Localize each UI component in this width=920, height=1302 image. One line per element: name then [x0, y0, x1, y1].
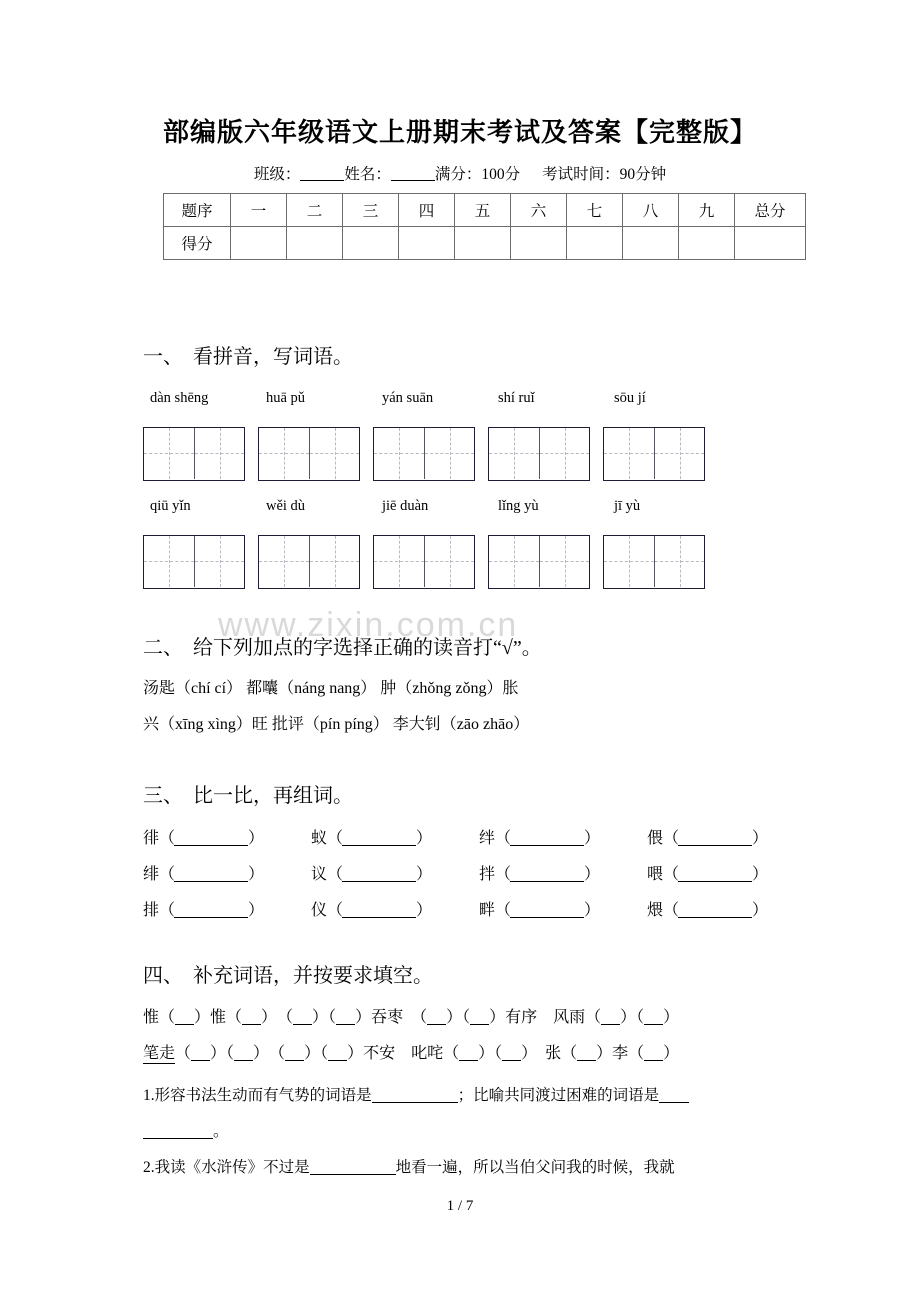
pinyin-2-2: wěi dù	[266, 498, 306, 514]
tianzige-cell[interactable]	[604, 428, 654, 479]
idiom-part: ） （	[261, 1009, 294, 1026]
word-build-blank[interactable]	[342, 881, 416, 882]
time-label: 考试时间：	[542, 166, 620, 183]
idiom-part: ）（	[312, 1009, 337, 1026]
idiom-blank[interactable]	[328, 1060, 347, 1061]
word-build-row-3	[143, 897, 815, 920]
idiom-part: ）不安 叱咤（	[347, 1045, 460, 1062]
idiom-blank[interactable]	[577, 1060, 596, 1061]
score-table-row-label-1: 得分	[164, 227, 231, 260]
tianzige-cell[interactable]	[194, 428, 244, 479]
score-cell-3[interactable]	[399, 227, 455, 260]
idiom-line-1	[143, 1004, 679, 1027]
word-build-item: 偎（ ）	[647, 830, 768, 847]
page-footer: 1 / 7	[446, 1198, 474, 1214]
idiom-blank[interactable]	[601, 1024, 620, 1025]
idiom-part: ）（	[304, 1045, 329, 1062]
idiom-part: ）（	[478, 1045, 503, 1062]
question-2-blank-a[interactable]	[310, 1174, 396, 1175]
tianzige-cell[interactable]	[144, 428, 194, 479]
section-1-index: 一、	[143, 346, 183, 368]
word-build-char: 仪	[311, 902, 328, 919]
tianzige-cell[interactable]	[194, 536, 244, 587]
pinyin-2-1: qiū yǐn	[150, 498, 191, 514]
score-cell-4[interactable]	[455, 227, 511, 260]
question-1-number: 1.	[143, 1087, 155, 1104]
idiom-blank[interactable]	[459, 1060, 478, 1061]
question-2-number: 2.	[143, 1159, 155, 1176]
idiom-underlined-word: 笔走	[143, 1045, 176, 1062]
score-table-col-total: 总分	[735, 194, 806, 227]
tianzige-group-1-1[interactable]	[143, 427, 245, 481]
word-build-char: 偎	[647, 830, 664, 847]
question-1-text-a: 形容书法生动而有气势的词语是	[154, 1087, 372, 1104]
score-cell-5[interactable]	[511, 227, 567, 260]
word-build-blank[interactable]	[678, 917, 752, 918]
score-table-col-6: 七	[567, 194, 623, 227]
word-build-blank[interactable]	[510, 845, 584, 846]
word-build-blank[interactable]	[174, 881, 248, 882]
word-build-item: 喂（ ）	[647, 866, 768, 883]
writing-grid-row-1	[143, 427, 718, 483]
idiom-part: ）（	[620, 1009, 645, 1026]
name-label: 姓名：	[344, 166, 391, 183]
idiom-part: ）（	[210, 1045, 235, 1062]
word-build-blank[interactable]	[342, 845, 416, 846]
score-cell-total[interactable]	[735, 227, 806, 260]
tianzige-group-1-4[interactable]	[488, 427, 590, 481]
site-watermark: www.zixin.com.cn	[218, 606, 519, 644]
tianzige-cell[interactable]	[309, 536, 359, 587]
word-build-char: 议	[311, 866, 328, 883]
tianzige-cell[interactable]	[259, 536, 309, 587]
tianzige-cell[interactable]	[259, 428, 309, 479]
score-table-col-5: 六	[511, 194, 567, 227]
word-build-blank[interactable]	[174, 917, 248, 918]
idiom-blank[interactable]	[644, 1024, 663, 1025]
tianzige-cell[interactable]	[144, 536, 194, 587]
student-info-line	[0, 162, 920, 184]
idiom-part: ） （	[253, 1045, 286, 1062]
class-label: 班级：	[253, 166, 301, 183]
score-table-col-2: 三	[343, 194, 399, 227]
tianzige-cell[interactable]	[424, 536, 474, 587]
section-2-line-2[interactable]: 兴（xīng xìng）旺 批评（pín píng） 李大钊（zāo zhāo）	[143, 716, 530, 733]
word-build-char: 绊	[479, 830, 496, 847]
word-build-blank[interactable]	[678, 845, 752, 846]
question-1-text-c: 。	[213, 1123, 229, 1140]
section-3-title: 比一比，再组词。	[193, 785, 353, 807]
score-cell-6[interactable]	[567, 227, 623, 260]
table-row-score	[164, 227, 806, 260]
idiom-part: ）惟（	[194, 1009, 243, 1026]
question-1-blank-a[interactable]	[372, 1102, 458, 1103]
idiom-blank[interactable]	[293, 1024, 312, 1025]
word-build-item: 蚁（ ）	[311, 830, 432, 847]
section-2-heading	[143, 631, 542, 660]
tianzige-cell[interactable]	[539, 536, 589, 587]
tianzige-cell[interactable]	[309, 428, 359, 479]
word-build-item: 煨（ ）	[647, 902, 768, 919]
name-blank[interactable]	[391, 180, 435, 181]
tianzige-cell[interactable]	[374, 536, 424, 587]
idiom-blank[interactable]	[285, 1060, 304, 1061]
word-build-blank[interactable]	[678, 881, 752, 882]
score-cell-1[interactable]	[287, 227, 343, 260]
idiom-line-2	[143, 1040, 679, 1063]
tianzige-cell[interactable]	[654, 428, 704, 479]
idiom-blank[interactable]	[234, 1060, 253, 1061]
idiom-blank[interactable]	[502, 1060, 521, 1061]
idiom-blank[interactable]	[242, 1024, 261, 1025]
class-blank[interactable]	[300, 180, 344, 181]
question-1-blank-b-part1[interactable]	[659, 1102, 689, 1103]
word-build-char: 喂	[647, 866, 664, 883]
tianzige-cell[interactable]	[489, 536, 539, 587]
tianzige-cell[interactable]	[424, 428, 474, 479]
time-value: 90分钟	[619, 166, 667, 183]
word-build-blank[interactable]	[510, 917, 584, 918]
word-build-item: 绊（ ）	[479, 830, 600, 847]
word-build-blank[interactable]	[342, 917, 416, 918]
score-cell-8[interactable]	[679, 227, 735, 260]
question-1-text-b: ；比喻共同渡过困难的词语是	[457, 1087, 660, 1104]
section-3-index: 三、	[143, 785, 183, 807]
writing-grid-row-2	[143, 535, 718, 591]
pinyin-2-3: jiē duàn	[382, 498, 429, 514]
idiom-part: ）	[663, 1009, 680, 1026]
section-2-line-1[interactable]: 汤匙（chí cí） 都囔（náng nang） 肿（zhǒng zǒng）胀	[143, 680, 519, 697]
idiom-part: ）有序 风雨（	[489, 1009, 602, 1026]
pinyin-2-5: jī yù	[614, 498, 641, 514]
section-4-title: 补充词语，并按要求填空。	[193, 965, 433, 987]
score-cell-0[interactable]	[231, 227, 287, 260]
idiom-blank[interactable]	[427, 1024, 446, 1025]
tianzige-group-2-5[interactable]	[603, 535, 705, 589]
section-3-heading	[143, 779, 353, 808]
idiom-part: ）	[663, 1045, 680, 1062]
section-2-index: 二、	[143, 637, 183, 659]
word-build-char: 排	[143, 902, 160, 919]
pinyin-1-1: dàn shēng	[150, 390, 209, 406]
pinyin-1-3: yán suān	[382, 390, 434, 406]
pinyin-row-1	[150, 390, 890, 407]
idiom-blank[interactable]	[336, 1024, 355, 1025]
idiom-blank[interactable]	[644, 1060, 663, 1061]
question-1-blank-b-part2[interactable]	[143, 1138, 213, 1139]
score-table-col-0: 一	[231, 194, 287, 227]
question-1-line-1	[143, 1083, 689, 1105]
idiom-part: ） 张（	[521, 1045, 578, 1062]
idiom-part: ）李（	[596, 1045, 645, 1062]
tianzige-cell[interactable]	[604, 536, 654, 587]
tianzige-group-1-3[interactable]	[373, 427, 475, 481]
pinyin-1-2: huā pǔ	[266, 390, 306, 406]
tianzige-group-2-4[interactable]	[488, 535, 590, 589]
idiom-blank[interactable]	[470, 1024, 489, 1025]
tianzige-group-1-5[interactable]	[603, 427, 705, 481]
tianzige-cell[interactable]	[489, 428, 539, 479]
score-table	[163, 193, 806, 260]
tianzige-cell[interactable]	[539, 428, 589, 479]
word-build-item: 徘（ ）	[143, 830, 264, 847]
section-1-title: 看拼音，写词语。	[193, 346, 353, 368]
tianzige-group-2-2[interactable]	[258, 535, 360, 589]
word-build-char: 徘	[143, 830, 160, 847]
table-row-header	[164, 194, 806, 227]
full-score-value: 100分	[481, 166, 521, 183]
word-build-char: 煨	[647, 902, 664, 919]
score-table-col-1: 二	[287, 194, 343, 227]
section-4-index: 四、	[143, 965, 183, 987]
idiom-part: 惟（	[143, 1009, 176, 1026]
pinyin-row-2	[150, 498, 890, 515]
score-table-col-8: 九	[679, 194, 735, 227]
pinyin-1-5: sōu jí	[614, 390, 646, 406]
word-build-item: 绯（ ）	[143, 866, 264, 883]
idiom-part: （	[175, 1045, 192, 1062]
score-table-row-label-0: 题序	[164, 194, 231, 227]
pinyin-1-4: shí ruǐ	[498, 390, 535, 406]
word-build-char: 蚁	[311, 830, 328, 847]
score-table-col-4: 五	[455, 194, 511, 227]
section-1-heading	[143, 340, 353, 369]
word-build-item: 仪（ ）	[311, 902, 432, 919]
word-build-item: 拌（ ）	[479, 866, 600, 883]
word-build-row-2	[143, 861, 815, 884]
word-build-char: 畔	[479, 902, 496, 919]
question-2-line-1	[143, 1155, 675, 1177]
word-build-row-1	[143, 825, 815, 848]
word-build-char: 绯	[143, 866, 160, 883]
word-build-item: 排（ ）	[143, 902, 264, 919]
score-table-col-7: 八	[623, 194, 679, 227]
tianzige-group-2-1[interactable]	[143, 535, 245, 589]
idiom-blank[interactable]	[175, 1024, 194, 1025]
question-2-text-a: 我读《水浒传》不过是	[154, 1159, 310, 1176]
section-4-heading	[143, 959, 433, 988]
word-build-item: 议（ ）	[311, 866, 432, 883]
score-cell-2[interactable]	[343, 227, 399, 260]
tianzige-cell[interactable]	[654, 536, 704, 587]
idiom-part: ）（	[446, 1009, 471, 1026]
score-table-col-3: 四	[399, 194, 455, 227]
page-title: 部编版六年级语文上册期末考试及答案【完整版】	[162, 118, 757, 147]
score-cell-7[interactable]	[623, 227, 679, 260]
section-2-title: 给下列加点的字选择正确的读音打“√”。	[193, 637, 542, 659]
idiom-blank[interactable]	[191, 1060, 210, 1061]
pinyin-2-4: lǐng yù	[498, 498, 539, 514]
idiom-part: ）吞枣 （	[355, 1009, 428, 1026]
question-1-line-2	[143, 1119, 229, 1141]
question-2-text-b: 地看一遍，所以当伯父问我的时候，我就	[395, 1159, 675, 1176]
full-score-label: 满分：	[434, 166, 482, 183]
tianzige-cell[interactable]	[374, 428, 424, 479]
word-build-item: 畔（ ）	[479, 902, 600, 919]
tianzige-group-2-3[interactable]	[373, 535, 475, 589]
word-build-blank[interactable]	[174, 845, 248, 846]
word-build-char: 拌	[479, 866, 496, 883]
tianzige-group-1-2[interactable]	[258, 427, 360, 481]
word-build-blank[interactable]	[510, 881, 584, 882]
